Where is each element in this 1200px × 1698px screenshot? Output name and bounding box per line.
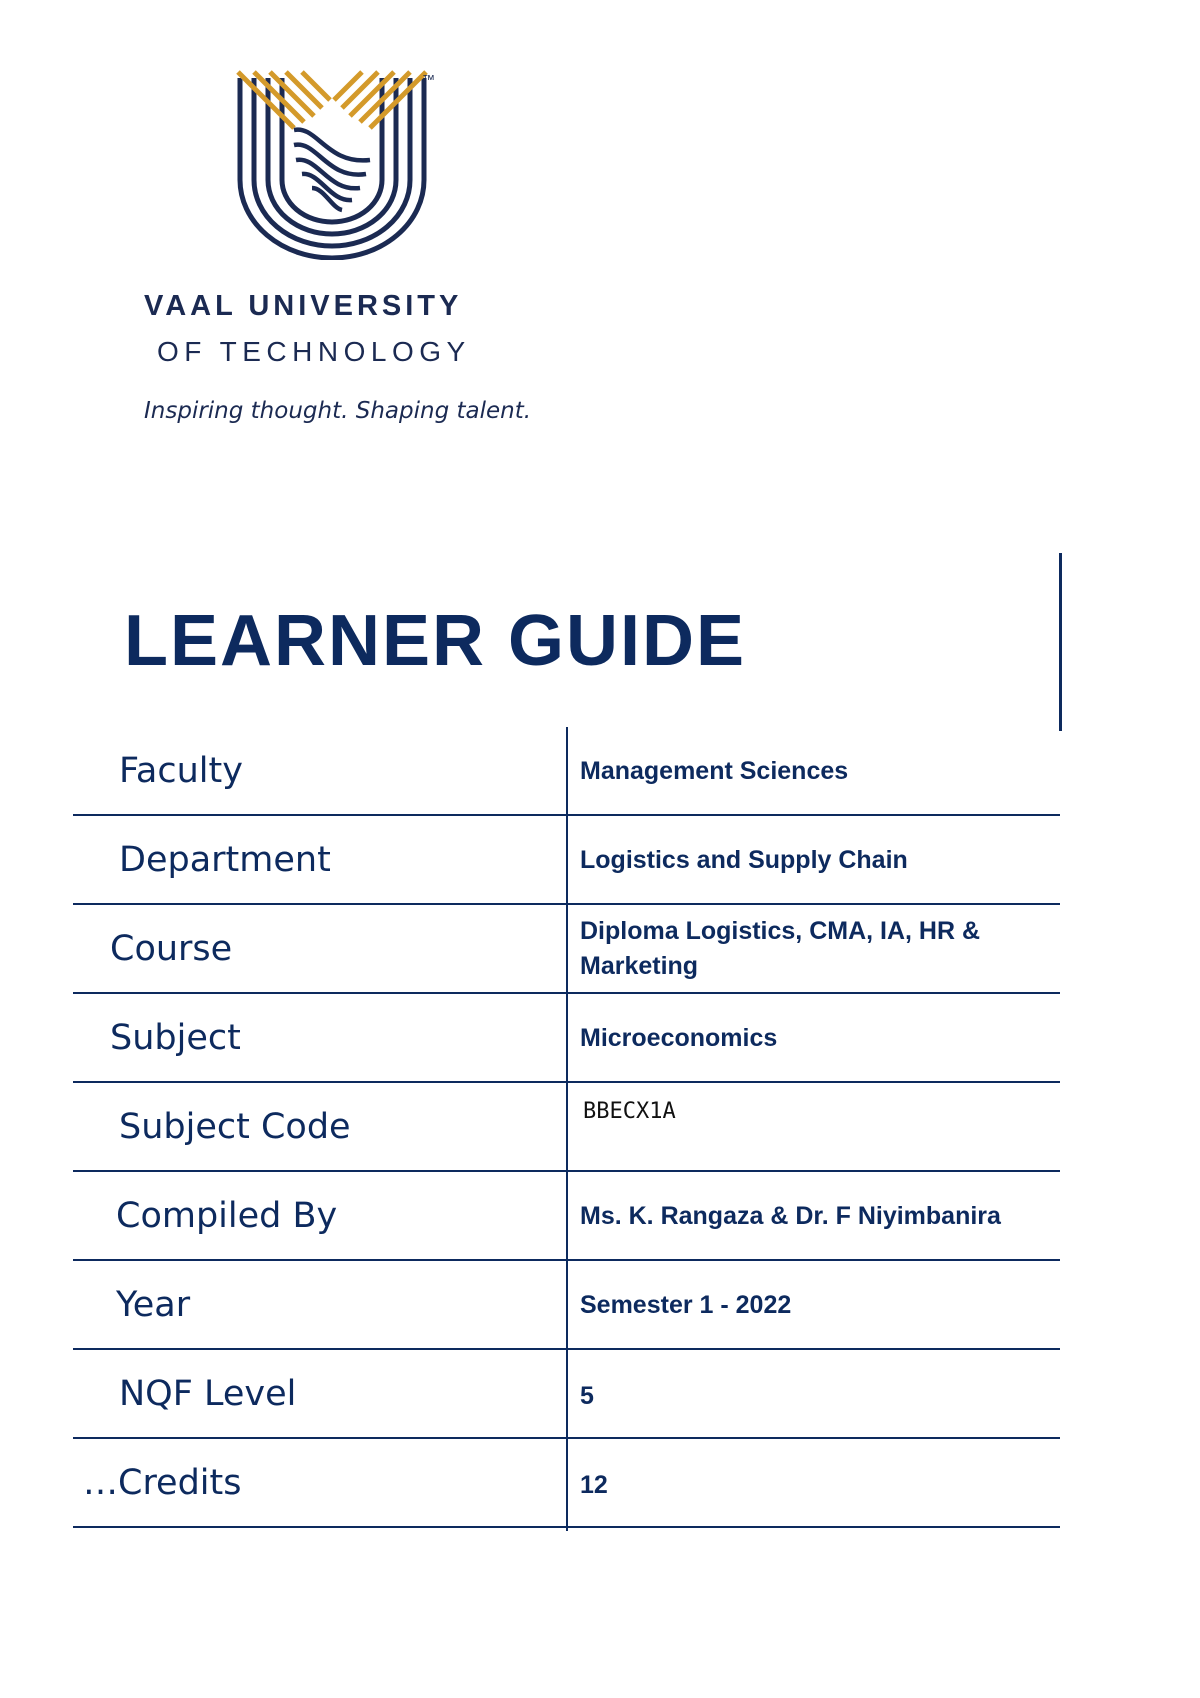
course-value: Diploma Logistics, CMA, IA, HR & Marketing [580, 917, 981, 980]
table-row-credits [73, 1439, 1060, 1528]
department-label: Department [119, 840, 331, 880]
compiled-by-label: Compiled By [116, 1196, 338, 1236]
credits-label: …Credits [83, 1463, 242, 1503]
nqf-level-value: 5 [580, 1382, 594, 1410]
page-title: LEARNER GUIDE [124, 601, 747, 681]
faculty-label: Faculty [119, 751, 243, 791]
year-value: Semester 1 - 2022 [580, 1291, 792, 1319]
course-info-table [73, 727, 1060, 1531]
university-name-line-2: OF TECHNOLOGY [157, 336, 471, 367]
course-label: Course [110, 929, 233, 969]
decorative-vertical-rule [1059, 553, 1062, 731]
credits-value: 12 [580, 1471, 608, 1499]
university-name: VAAL UNIVERSITY [144, 290, 463, 322]
subject-code-value: BBECX1A [583, 1099, 676, 1124]
subject-value: Microeconomics [580, 1024, 778, 1052]
university-tagline: Inspiring thought. Shaping talent. [144, 398, 532, 424]
compiled-by-value: Ms. K. Rangaza & Dr. F Niyimbanira [580, 1202, 1001, 1230]
university-logo-icon [232, 70, 432, 260]
department-value: Logistics and Supply Chain [580, 846, 908, 874]
table-row-nqf-level [73, 1350, 1060, 1439]
nqf-level-label: NQF Level [119, 1374, 297, 1414]
table-row-compiled-by [73, 1172, 1060, 1261]
table-row-course [73, 905, 1060, 994]
faculty-value: Management Sciences [580, 757, 849, 785]
year-label: Year [116, 1285, 191, 1325]
table-row-subject-code [73, 1083, 1060, 1172]
table-row-faculty [73, 727, 1060, 816]
table-row-department [73, 816, 1060, 905]
subject-label: Subject [110, 1018, 241, 1058]
table-row-year [73, 1261, 1060, 1350]
trademark-symbol: ™ [422, 72, 435, 87]
table-row-subject [73, 994, 1060, 1083]
subject-code-label: Subject Code [119, 1107, 351, 1147]
